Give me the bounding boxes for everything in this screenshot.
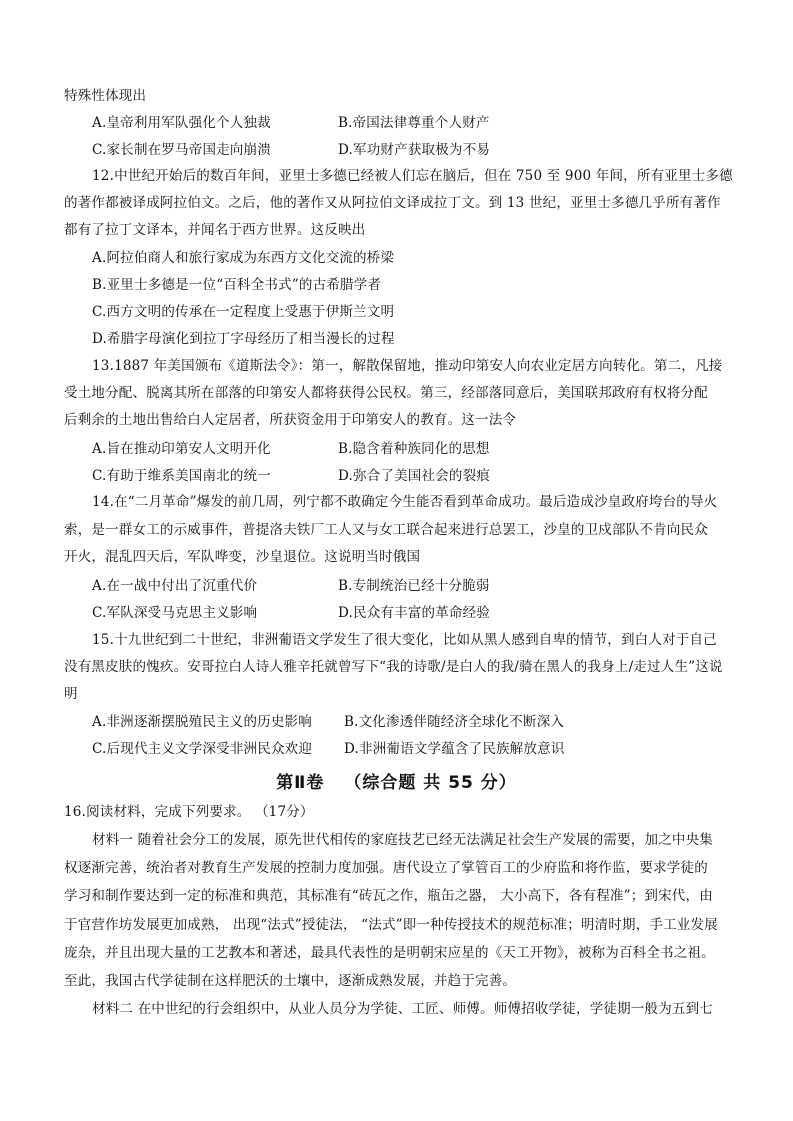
q15-option-b: B.文化渗透伴随经济全球化不断深入	[344, 714, 565, 730]
q13-option-b: B.隐含着种族同化的思想	[338, 441, 490, 457]
q12-option-d: D.希腊字母演化到拉丁字母经历了相当漫长的过程	[92, 331, 395, 347]
q12-option-b: B.亚里士多德是一位“百科全书式”的古希腊学者	[92, 277, 382, 293]
q12-option-c: C.西方文明的传承在一定程度上受惠于伊斯兰文明	[92, 304, 395, 320]
q16-material1-line-1: 材料一 随着社会分工的发展，原先世代相传的家庭技艺已经无法满足社会生产发展的需要，加之中央集	[92, 832, 713, 848]
q14-option-d: D.民众有丰富的革命经验	[338, 605, 491, 621]
q12-stem-line-3: 都有了拉丁文译本，并闻名于西方世界。这反映出	[64, 222, 366, 238]
section-title-score: （综合题 共 55 分）	[344, 773, 517, 793]
q12-stem-line-1: 12.中世纪开始后的数百年间，亚里士多德已经被人们忘在脑后，但在 750 至 900 年间，所有亚里士多德	[92, 168, 733, 184]
q15-stem-line-2: 没有黑皮肤的愧疚。安哥拉白人诗人雅辛托就曾写下“我的诗歌/是白人的我/骑在黑人的我身上/走过人生”这说	[64, 659, 723, 675]
q14-option-c: C.军队深受马克思主义影响	[92, 605, 258, 621]
q16-material1-line-2: 权逐渐完善，统治者对教育生产发展的控制力度加强。唐代设立了掌管百工的少府监和将作监，要求学徒的	[64, 860, 708, 876]
q11-stem-tail: 特殊性体现出	[64, 88, 147, 104]
q16-material1-line-3: 学习和制作要达到一定的标准和典范，其标准有“砖瓦之作，瓶缶之器， 大小高下，各有程准”；到宋代，由	[64, 888, 713, 904]
q13-option-d: D.弥合了美国社会的裂痕	[338, 468, 491, 484]
q16-material1-line-6: 至此，我国古代学徒制在这样肥沃的土壤中，逐渐成熟发展，并趋于完善。	[64, 973, 517, 989]
q11-option-b: B.帝国法律尊重个人财产	[338, 115, 490, 131]
q16-material1-line-4: 于官营作坊发展更加成熟， 出现“法式”授徒法， “法式”即一种传授技术的规范标准；明清时期，手工业发展	[64, 917, 718, 933]
q16-intro: 16.阅读材料，完成下列要求。 （17分）	[64, 804, 314, 820]
q14-option-b: B.专制统治已经十分脆弱	[338, 578, 490, 594]
section-title	[0, 772, 793, 794]
q15-option-d: D.非洲葡语文学蕴含了民族解放意识	[344, 741, 565, 757]
q13-stem-line-3: 后剩余的土地出售给白人定居者，所获资金用于印第安人的教育。这一法令	[64, 412, 517, 428]
q16-material1-line-5: 庞杂，并且出现大量的工艺教本和著述，最具代表性的是明朝宋应星的《天工开物》，被称为百科全书之祖。	[64, 945, 715, 961]
q12-option-a: A.阿拉伯商人和旅行家成为东西方文化交流的桥梁	[92, 250, 395, 266]
q15-stem-line-3: 明	[64, 686, 78, 702]
q16-material2-line-1: 材料二 在中世纪的行会组织中，从业人员分为学徒、工匠、师傅。师傅招收学徒，学徒期一般为五到七	[92, 1001, 713, 1017]
q13-stem-line-2: 受土地分配、脱离其所在部落的印第安人都将获得公民权。第三，经部落同意后，美国联邦政府有权将分配	[64, 385, 708, 401]
q14-stem-line-3: 开火，混乱四天后，军队哗变，沙皇退位。这说明当时俄国	[64, 549, 421, 565]
q14-option-a: A.在一战中付出了沉重代价	[92, 578, 258, 594]
q12-stem-line-2: 的著作都被译成阿拉伯文。之后，他的著作又从阿拉伯文译成拉丁文。到 13 世纪，亚里士多德几乎所有著作	[64, 195, 721, 211]
q13-option-a: A.旨在推动印第安人文明开化	[92, 441, 271, 457]
section-title-part: 第Ⅱ卷	[276, 773, 325, 793]
q15-stem-line-1: 15.十九世纪到二十世纪，非洲葡语文学发生了很大变化，比如从黑人感到自卑的情节，到白人对于自己	[92, 632, 717, 648]
q14-stem-line-1: 14.在“二月革命”爆发的前几周，列宁都不敢确定今生能否看到革命成功。最后造成沙皇政府垮台的导火	[92, 494, 718, 510]
q15-option-a: A.非洲逐渐摆脱殖民主义的历史影响	[92, 714, 312, 730]
q14-stem-line-2: 索，是一群女工的示威事件，普提洛夫铁厂工人又与女工联合起来进行总罢工，沙皇的卫戍部队不肯向民众	[64, 522, 708, 538]
q11-option-c: C.家长制在罗马帝国走向崩溃	[92, 142, 271, 158]
q13-stem-line-1: 13.1887 年美国颁布《道斯法令》：第一，解散保留地，推动印第安人向农业定居方向转化。第二，凡接	[92, 358, 723, 374]
q11-option-d: D.军功财产获取极为不易	[338, 142, 491, 158]
q15-option-c: C.后现代主义文学深受非洲民众欢迎	[92, 741, 313, 757]
q13-option-c: C.有助于维系美国南北的统一	[92, 468, 271, 484]
q11-option-a: A.皇帝利用军队强化个人独裁	[92, 115, 271, 131]
